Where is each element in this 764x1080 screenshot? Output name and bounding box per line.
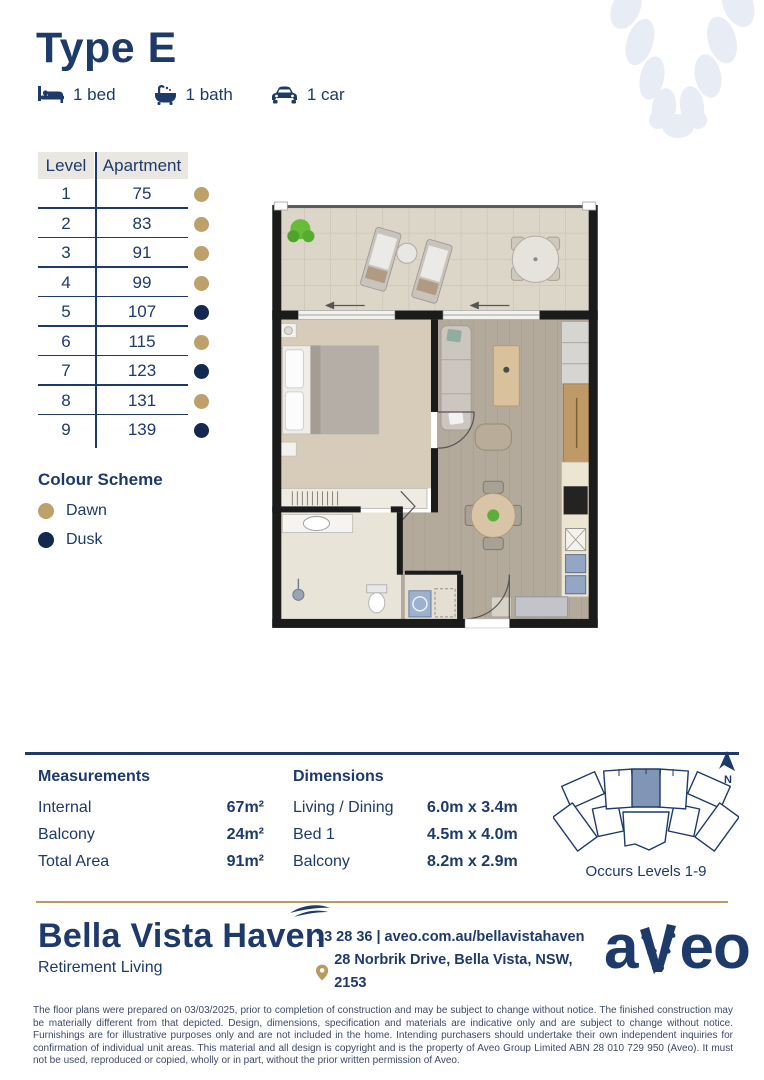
- level-cell: 4: [61, 272, 71, 292]
- feature-car: [271, 85, 345, 105]
- floor-plan: [268, 197, 602, 641]
- dimension-value: 8.2m x 2.9m: [427, 853, 518, 870]
- legend-item-dawn: [38, 502, 163, 520]
- scheme-dot: [194, 423, 209, 438]
- measurements-block: [38, 768, 264, 880]
- floor-plan-drawing: [268, 197, 602, 641]
- scheme-dot: [194, 364, 209, 379]
- scheme-dot: [194, 187, 209, 202]
- scheme-dot: [194, 335, 209, 350]
- page-title: Type E: [36, 24, 177, 72]
- level-apartment-table: [38, 152, 188, 445]
- measurement-row: [38, 799, 264, 817]
- colour-scheme-legend: [38, 470, 163, 560]
- feature-label: 1 car: [306, 84, 345, 104]
- apartment-cell: 107: [127, 302, 157, 321]
- footer-divider: [36, 901, 728, 903]
- phone-web-line: 13 28 36 | aveo.com.au/bellavistahaven: [316, 929, 585, 945]
- apartment-cell: 83: [132, 213, 152, 233]
- level-cell: 1: [61, 184, 71, 203]
- dimensions-title: Dimensions: [293, 768, 384, 785]
- apartment-cell: 131: [127, 390, 157, 410]
- scheme-dot: [194, 305, 209, 320]
- table-row: [38, 179, 188, 209]
- apartment-cell: 123: [127, 361, 157, 380]
- key-plan-caption: Occurs Levels 1-9: [585, 863, 707, 880]
- column-header-apartment: Apartment: [96, 152, 188, 179]
- scheme-dot: [194, 246, 209, 261]
- address-line: [316, 949, 592, 995]
- location-pin-icon: [316, 964, 328, 981]
- aveo-leaf-v-icon: [637, 922, 679, 976]
- dimensions-block: [293, 768, 535, 880]
- level-cell: 2: [61, 213, 71, 233]
- car-icon: [271, 86, 298, 104]
- level-cell: 7: [61, 361, 71, 380]
- dimension-value: 6.0m x 3.4m: [427, 799, 518, 816]
- feature-label: 1 bed: [73, 84, 116, 104]
- contact-block: [316, 926, 592, 995]
- level-cell: 6: [61, 331, 71, 351]
- measurement-label: Total Area: [38, 853, 110, 870]
- apartment-cell: 75: [132, 184, 152, 203]
- apartment-cell: 115: [128, 331, 156, 351]
- feature-label: 1 bath: [185, 84, 233, 104]
- measurement-label: Internal: [38, 799, 92, 816]
- bath-icon: [154, 84, 177, 105]
- table-row: [38, 415, 188, 445]
- building-outline: [553, 758, 739, 854]
- aveo-leaf-watermark: [588, 0, 764, 154]
- measurement-value: 91m²: [226, 853, 264, 870]
- feature-bed: [38, 85, 116, 105]
- measurement-value: 67m²: [226, 799, 264, 816]
- section-divider: [25, 752, 739, 755]
- dimension-label: Balcony: [293, 853, 350, 870]
- brand-name: [38, 917, 326, 956]
- disclaimer-text: The floor plans were prepared on 03/03/2025, prior to completion of construction and may be subject to change without notice. The finished construction may be materially different from that depicted. Design, dimensions, specification and materials are indicative only and are subject to change without notice. Furnishings are for illustrative purposes only and are not included in the home. Intending purchasers should undertake their own independent inquiries for confirmation of individual unit areas. This material and all design is copyright and is the property of Aveo Group Limited ABN 28 010 729 950 (Aveo). It must not be used, reproduced or copied, wholly or in part, without the prior written permission of Aveo.: [33, 1005, 733, 1067]
- level-cell: 8: [61, 390, 71, 410]
- table-column-divider: [95, 152, 97, 448]
- brand-tagline: Retirement Living: [38, 959, 163, 976]
- apartment-cell: 91: [132, 243, 152, 262]
- bed-icon: [38, 85, 64, 104]
- feature-list: [38, 84, 345, 105]
- table-row: [38, 238, 188, 268]
- dimension-row: [293, 826, 535, 844]
- measurement-row: [38, 853, 264, 871]
- address-text: 28 Norbrik Drive, Bella Vista, NSW, 2153: [334, 952, 573, 991]
- dimension-row: [293, 799, 535, 817]
- aveo-logo-a: a: [604, 913, 638, 982]
- measurement-label: Balcony: [38, 826, 95, 843]
- table-row: [38, 386, 188, 416]
- dimension-label: Bed 1: [293, 826, 335, 843]
- measurement-value: 24m²: [226, 826, 264, 843]
- dawn-dot: [38, 503, 54, 519]
- north-label: N: [724, 774, 732, 784]
- apartment-cell: 99: [132, 272, 152, 292]
- scheme-dot: [194, 394, 209, 409]
- dimension-row: [293, 853, 535, 871]
- dimension-value: 4.5m x 4.0m: [427, 826, 518, 843]
- level-cell: 3: [61, 243, 71, 262]
- north-arrow-icon: [714, 750, 740, 784]
- measurements-title: Measurements: [38, 768, 151, 785]
- feature-bath: [154, 84, 233, 105]
- scheme-dot: [194, 217, 209, 232]
- dusk-dot: [38, 532, 54, 548]
- legend-item-dusk: [38, 531, 163, 549]
- table-row: [38, 297, 188, 327]
- key-plan: [548, 758, 744, 880]
- aveo-logo-eo: eo: [679, 913, 750, 982]
- colour-scheme-title: Colour Scheme: [38, 470, 163, 489]
- dimension-label: Living / Dining: [293, 799, 394, 816]
- level-cell: 5: [61, 302, 71, 321]
- legend-label: Dusk: [66, 531, 103, 548]
- table-row: [38, 327, 188, 357]
- wave-swoosh-icon: [288, 903, 332, 919]
- aveo-logo: [604, 913, 750, 982]
- table-row: [38, 356, 188, 386]
- level-cell: 9: [61, 420, 71, 439]
- apartment-cell: 139: [127, 420, 157, 439]
- column-header-level: Level: [38, 152, 94, 179]
- brand-text: Bella Vista Haven: [38, 917, 326, 955]
- measurement-row: [38, 826, 264, 844]
- scheme-dot: [194, 276, 209, 291]
- table-row: [38, 268, 188, 298]
- table-row: [38, 209, 188, 239]
- legend-label: Dawn: [66, 502, 107, 519]
- brand-block: [38, 917, 326, 977]
- table-header: [38, 152, 188, 179]
